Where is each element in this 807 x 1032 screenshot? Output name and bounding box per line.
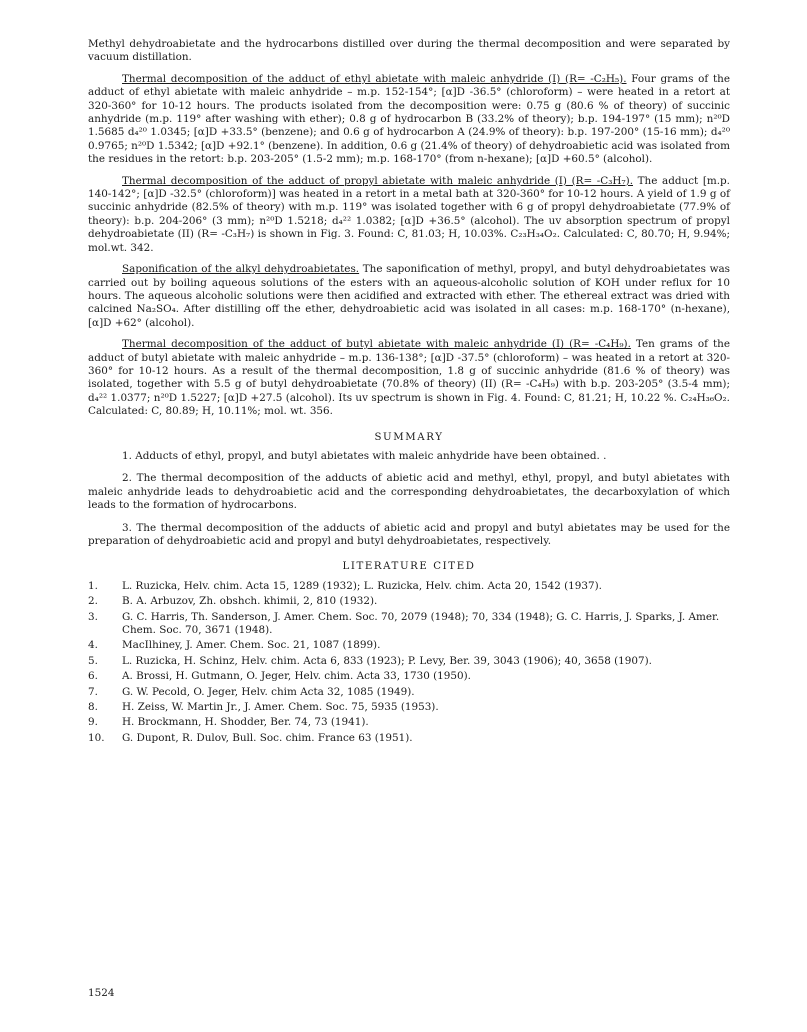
butyl-section — [88, 338, 730, 418]
summary-item-3: 3. The thermal decomposition of the adducts of abietic acid and propyl and butyl abietates may be used for the preparation of dehydroabietic acid and propyl and butyl dehydroabietates, respectively. — [88, 521, 730, 547]
intro-paragraph: Methyl dehydroabietate and the hydrocarbons distilled over during the thermal decomposition and were separated by vacuum distillation. — [88, 38, 730, 64]
reference-item — [88, 670, 730, 683]
butyl-text: Ten grams of the adduct of butyl abietate with maleic anhydride – m.p. 136-138°; [α]D -37.5° (chloroform) – was heated in a retort at 320-360° for 10-12 hours. As a result of the thermal decomposition, 1.8 g of succinic anhydride (81.6 % of theory) was isolated, together with 5.5 g of butyl dehydroabietate (70.8% of theory) (II) (R= -C₄H₉) with b.p. 203-205° (3.5-4 mm); d₄²² 1.0377; n²⁰D 1.5227; [α]D +27.5 (alcohol). Its uv spectrum is shown in Fig. 4. Found: C, 81.21; H, 10.22 %. C₂₄H₃₆O₂. Calculated: C, 80.89; H, 10.11%; mol. wt. 356. — [88, 338, 730, 418]
summary-item-2: 2. The thermal decomposition of the adducts of abietic acid and methyl, ethyl, propyl, and butyl abietates with maleic anhydride leads to dehydroabietic acid and the corresponding dehydroabietates, the decarboxylation of which leads to the formation of hydrocarbons. — [88, 472, 730, 512]
reference-number: 10. — [88, 731, 105, 744]
reference-text: H. Zeiss, W. Martin Jr., J. Amer. Chem. Soc. 75, 5935 (1953). — [122, 701, 439, 714]
reference-text: L. Ruzicka, Helv. chim. Acta 15, 1289 (1932); L. Ruzicka, Helv. chim. Acta 20, 1542 (1937). — [122, 579, 602, 592]
reference-number: 1. — [88, 579, 98, 592]
page-body — [88, 38, 730, 747]
reference-number: 7. — [88, 685, 98, 698]
reference-item — [88, 686, 730, 699]
ethyl-section — [88, 73, 730, 167]
summary-item-1: 1. Adducts of ethyl, propyl, and butyl abietates with maleic anhydride have been obtained. . — [122, 449, 607, 462]
page-number: 1524 — [88, 987, 115, 999]
reference-item — [88, 611, 730, 638]
ethyl-text: Four grams of the adduct of ethyl abietate with maleic anhydride – m.p. 152-154°; [α]D -36.5° (chloroform) – were heated in a retort at 320-360° for 10-12 hours. The products isolated from the decomposition were: 0.75 g (80.6 % of theory) of succinic anhydride (m.p. 119° after washing with ether); 0.8 g of hydrocarbon B (33.2% of theory); b.p. 194-197° (15 mm); n²⁰D 1.5685 d₄²⁰ 1.0345; [α]D +33.5° (benzene); and 0.6 g of hydrocarbon A (24.9% of theory): b.p. 197-200° (15-16 mm); d₄²⁰ 0.9765; n²⁰D 1.5342; [α]D +92.1° (benzene). In addition, 0.6 g (21.4% of theory) of dehydroabietic acid was isolated from the residues in the retort: b.p. 203-205° (1.5-2 mm); m.p. 168-170° (from n-hexane); [α]D +60.5° (alcohol). — [88, 72, 730, 166]
reference-number: 9. — [88, 716, 98, 729]
reference-text: G. Dupont, R. Dulov, Bull. Soc. chim. France 63 (1951). — [122, 731, 413, 744]
butyl-heading: Thermal decomposition of the adduct of butyl abietate with maleic anhydride (I) (R= -C₄H₉). — [122, 338, 631, 351]
saponification-section — [88, 263, 730, 330]
reference-text: G. C. Harris, Th. Sanderson, J. Amer. Chem. Soc. 70, 2079 (1948); 70, 334 (1948); G. C. Harris, J. Sparks, J. Amer. Chem. Soc. 70, 3671 (1948). — [122, 610, 720, 637]
propyl-section — [88, 175, 730, 255]
reference-number: 8. — [88, 701, 98, 714]
reference-item — [88, 580, 730, 593]
literature-heading: LITERATURE CITED — [342, 561, 476, 573]
propyl-heading: Thermal decomposition of the adduct of propyl abietate with maleic anhydride (I) (R= -C₃H₇). — [122, 174, 633, 187]
reference-item — [88, 732, 730, 745]
reference-text: MacIlhiney, J. Amer. Chem. Soc. 21, 1087 (1899). — [122, 639, 381, 652]
reference-text: L. Ruzicka, H. Schinz, Helv. chim. Acta 6, 833 (1923); P. Levy, Ber. 39, 3043 (1906); 40, 3658 (1907). — [122, 654, 652, 667]
reference-text: B. A. Arbuzov, Zh. obshch. khimii, 2, 810 (1932). — [122, 595, 378, 608]
reference-text: G. W. Pecold, O. Jeger, Helv. chim Acta 32, 1085 (1949). — [122, 685, 415, 698]
reference-list — [88, 580, 730, 745]
saponification-text: The saponification of methyl, propyl, and butyl dehydroabietates was carried out by boiling aqueous solutions of the esters with an aqueous-alcoholic solution of KOH under reflux for 10 hours. The aqueous alcoholic solutions were then acidified and extracted with ether. The ethereal extract was dried with calcined Na₂SO₄. After distilling off the ether, dehydroabietic acid was isolated in all cases: m.p. 168-170° (n-hexane), [α]D +62° (alcohol). — [88, 263, 731, 329]
saponification-heading: Saponification of the alkyl dehydroabietates. — [122, 263, 360, 276]
propyl-text: The adduct [m.p. 140-142°; [α]D -32.5° (chloroform)] was heated in a retort in a metal bath at 320-360° for 10-12 hours. A yield of 1.9 g of succinic anhydride (82.5% of theory) with m.p. 119° was isolated together with 6 g of propyl dehydroabietate (77.9% of theory): b.p. 204-206° (3 mm); n²⁰D 1.5218; d₄²² 1.0382; [α]D +36.5° (alcohol). The uv absorption spectrum of propyl dehydroabietate (II) (R= -C₃H₇) is shown in Fig. 3. Found: C, 81.03; H, 10.03%. C₂₃H₃₄O₂. Calculated: C, 80.70; H, 9.94%; mol.wt. 342. — [88, 174, 730, 254]
reference-number: 6. — [88, 670, 98, 683]
ethyl-heading: Thermal decomposition of the adduct of ethyl abietate with maleic anhydride (I) (R= -C₂H₅). — [122, 72, 627, 85]
reference-number: 4. — [88, 639, 98, 652]
reference-item — [88, 639, 730, 652]
reference-number: 2. — [88, 595, 98, 608]
reference-text: H. Brockmann, H. Shodder, Ber. 74, 73 (1941). — [122, 716, 369, 729]
summary-heading: SUMMARY — [374, 431, 444, 443]
reference-item — [88, 595, 730, 608]
reference-number: 5. — [88, 654, 98, 667]
reference-number: 3. — [88, 610, 98, 623]
reference-item — [88, 716, 730, 729]
reference-item — [88, 655, 730, 668]
reference-item — [88, 701, 730, 714]
reference-text: A. Brossi, H. Gutmann, O. Jeger, Helv. chim. Acta 33, 1730 (1950). — [122, 670, 471, 683]
